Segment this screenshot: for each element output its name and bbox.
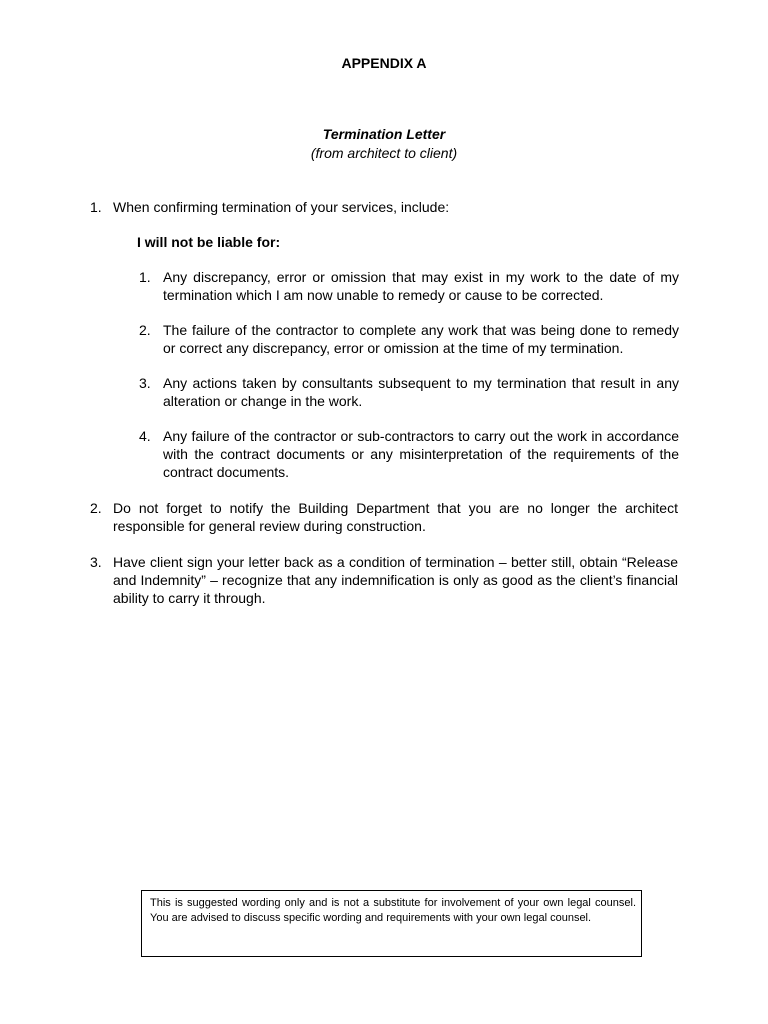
list-item-text: Any failure of the contractor or sub-contractors to carry out the work in accordance with the contract documents or any misinterpretation of the requirements of the contract documents. <box>163 428 679 480</box>
list-item-text: When confirming termination of your services, include: <box>113 199 450 215</box>
list-item-text: The failure of the contractor to complete any work that was being done to remedy or correct any discrepancy, error or omission at the time of my termination. <box>163 322 679 356</box>
appendix-heading: APPENDIX A <box>341 55 427 71</box>
disclaimer-box: This is suggested wording only and is not a substitute for involvement of your own legal counsel. You are advised to discuss specific wording and requirements with your own legal counsel. <box>141 890 642 957</box>
liability-item-1 <box>139 268 679 304</box>
list-item-3 <box>90 553 678 607</box>
list-item-text: Have client sign your letter back as a condition of termination – better still, obtain “Release and Indemnity” – recognize that any indemnification is only as good as the client’s financial ability to carry it through. <box>113 554 678 606</box>
document-title: Termination Letter <box>322 126 446 142</box>
list-number: 3. <box>90 554 102 570</box>
liability-list <box>139 268 679 481</box>
list-number: 4. <box>139 428 151 444</box>
main-list <box>90 198 678 625</box>
list-number: 1. <box>90 199 102 215</box>
list-item-text: Any discrepancy, error or omission that may exist in my work to the date of my termination which I am now unable to remedy or cause to be corrected. <box>163 269 679 303</box>
list-number: 3. <box>139 375 151 391</box>
list-number: 2. <box>139 322 151 338</box>
liability-item-4 <box>139 427 679 481</box>
liability-item-2 <box>139 321 679 357</box>
list-number: 2. <box>90 500 102 516</box>
list-item-1 <box>90 198 678 481</box>
liability-item-3 <box>139 374 679 410</box>
list-number: 1. <box>139 269 151 285</box>
document-subtitle: (from architect to client) <box>310 145 458 161</box>
liability-heading: I will not be liable for: <box>137 234 281 250</box>
list-item-text: Any actions taken by consultants subsequent to my termination that result in any alteration or change in the work. <box>163 375 679 409</box>
list-item-text: Do not forget to notify the Building Department that you are no longer the architect responsible for general review during construction. <box>113 500 678 534</box>
list-item-2 <box>90 499 678 535</box>
